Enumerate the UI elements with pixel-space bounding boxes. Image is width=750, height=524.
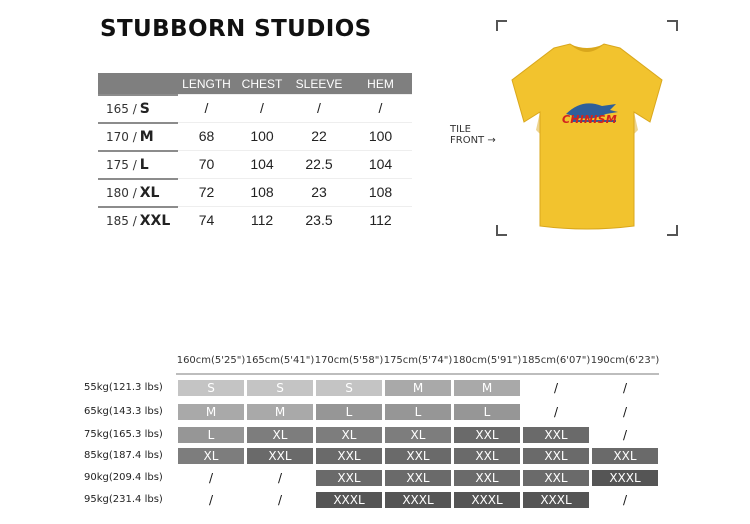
fit-cell: XXL [592, 448, 658, 464]
size-row [98, 150, 412, 178]
fit-cell: M [178, 404, 244, 420]
fit-cell: XXL [454, 427, 520, 443]
fit-cell: / [622, 405, 628, 419]
weight-label: 55kg(121.3 lbs) [84, 382, 163, 393]
length-value: 68 [198, 128, 215, 144]
fit-cell: / [553, 381, 559, 395]
fit-cell: S [247, 380, 313, 396]
size-table-body [98, 94, 412, 234]
fit-cell: XXXL [316, 492, 382, 508]
weight-label: 95kg(231.4 lbs) [84, 494, 163, 505]
height-header: 190cm(6'23") [590, 355, 660, 366]
size-label: L [139, 156, 149, 173]
hem-value: / [378, 100, 383, 116]
sleeve-value: 23 [311, 184, 327, 200]
hem-value: 112 [369, 212, 392, 228]
fit-cell: XXL [316, 470, 382, 486]
sleeve-value: 22 [311, 128, 327, 144]
size-cell [98, 156, 178, 173]
height-header: 185cm(6'07") [521, 355, 591, 366]
fit-cell: / [622, 428, 628, 442]
fit-cell: XL [385, 427, 451, 443]
size-row [98, 178, 412, 206]
weight-label: 65kg(143.3 lbs) [84, 406, 163, 417]
fit-cell: XL [178, 448, 244, 464]
fit-cell: L [385, 404, 451, 420]
size-label: XXL [139, 212, 171, 229]
view-label: TILE FRONT → [450, 124, 496, 146]
fit-cell: M [454, 380, 520, 396]
hem-value: 108 [368, 184, 393, 200]
height-value: 185 / [106, 213, 137, 228]
fit-cell: XXL [316, 448, 382, 464]
fit-cell: M [247, 404, 313, 420]
size-label: S [139, 100, 150, 117]
size-cell [98, 128, 178, 145]
sleeve-value: 23.5 [305, 212, 333, 228]
fit-cell: XXXL [454, 492, 520, 508]
shirt-print-text: CHINISM [562, 113, 617, 126]
fit-cell: / [208, 471, 214, 485]
fit-cell: XXXL [592, 470, 658, 486]
size-row [98, 94, 412, 122]
sleeve-value: 22.5 [305, 156, 333, 172]
size-table-header [98, 73, 412, 94]
fit-cell: / [277, 471, 283, 485]
fit-cell: S [316, 380, 382, 396]
brand-title: STUBBORN STUDIOS [100, 16, 372, 42]
height-value: 170 / [106, 129, 137, 144]
height-value: 175 / [106, 157, 137, 172]
weight-label: 75kg(165.3 lbs) [84, 429, 163, 440]
size-row [98, 206, 412, 234]
size-cell [98, 212, 178, 229]
hem-value: 104 [368, 156, 393, 172]
fit-cell: / [277, 493, 283, 507]
fit-cell: XXL [523, 470, 589, 486]
size-cell [98, 100, 178, 117]
height-header: 180cm(5'91") [452, 355, 522, 366]
size-row [98, 122, 412, 150]
header-chest: CHEST [241, 76, 283, 91]
fit-cell: XXL [385, 470, 451, 486]
height-value: 165 / [106, 101, 137, 116]
fit-cell: XXL [385, 448, 451, 464]
chest-value: / [260, 100, 264, 116]
height-header: 160cm(5'25") [176, 355, 246, 366]
fit-cell: S [178, 380, 244, 396]
fit-cell: / [553, 405, 559, 419]
fit-cell: L [178, 427, 244, 443]
header-hem: HEM [367, 76, 394, 91]
tshirt-image [502, 34, 672, 234]
fit-cell: XXL [247, 448, 313, 464]
fit-cell: XXL [523, 448, 589, 464]
length-value: / [204, 100, 209, 116]
fit-cell: XL [316, 427, 382, 443]
chest-value: 108 [250, 184, 274, 200]
size-cell [98, 184, 178, 201]
fit-cell: XXXL [385, 492, 451, 508]
fit-cell: / [208, 493, 214, 507]
fit-chart-rule [176, 373, 659, 375]
fit-cell: XXXL [523, 492, 589, 508]
height-header: 175cm(5'74") [383, 355, 453, 366]
height-value: 180 / [106, 185, 137, 200]
fit-cell: XXL [523, 427, 589, 443]
size-label: XL [139, 184, 160, 201]
fit-cell: XXL [454, 448, 520, 464]
header-sleeve: SLEEVE [295, 76, 343, 91]
sleeve-value: / [317, 100, 321, 116]
weight-label: 85kg(187.4 lbs) [84, 450, 163, 461]
size-label: M [139, 128, 154, 145]
height-header: 165cm(5'41") [245, 355, 315, 366]
crop-corner [667, 20, 678, 31]
fit-cell: XXL [454, 470, 520, 486]
chest-value: 104 [250, 156, 274, 172]
fit-cell: L [316, 404, 382, 420]
fit-cell: / [622, 493, 628, 507]
product-photo [490, 14, 684, 242]
fit-cell: M [385, 380, 451, 396]
length-value: 72 [198, 184, 215, 200]
chest-value: 112 [250, 212, 274, 228]
crop-corner [496, 20, 507, 31]
fit-cell: / [622, 381, 628, 395]
length-value: 74 [198, 212, 215, 228]
length-value: 70 [198, 156, 215, 172]
fit-chart [0, 350, 750, 524]
weight-label: 90kg(209.4 lbs) [84, 472, 163, 483]
chest-value: 100 [250, 128, 274, 144]
fit-cell: L [454, 404, 520, 420]
height-header: 170cm(5'58") [314, 355, 384, 366]
fit-cell: XL [247, 427, 313, 443]
header-length: LENGTH [182, 76, 231, 91]
hem-value: 100 [368, 128, 393, 144]
size-table [98, 73, 412, 234]
